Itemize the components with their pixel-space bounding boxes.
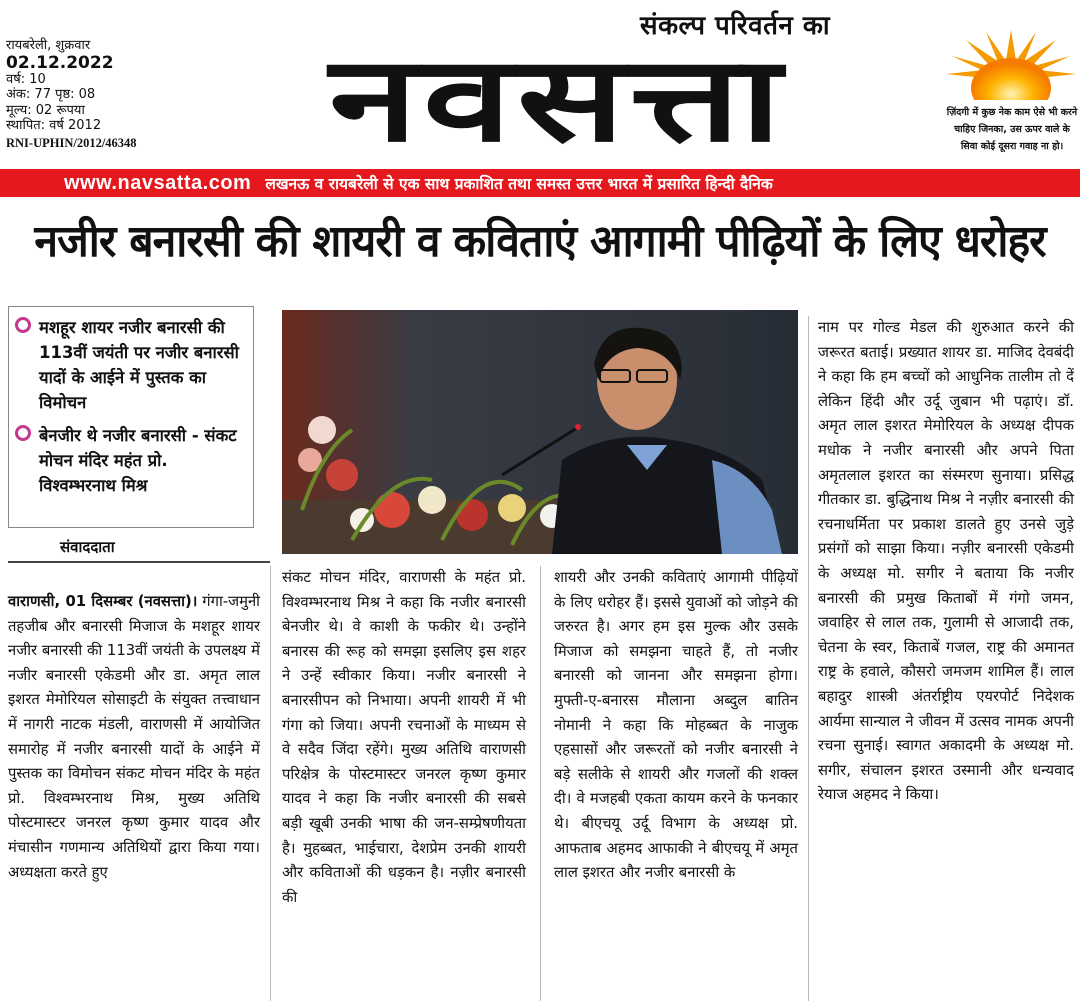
highlights-box: [8, 306, 254, 528]
article-column-1: [8, 590, 260, 885]
highlight-item: [15, 315, 247, 415]
place-day: रायबरेली, शुक्रवार: [6, 38, 91, 53]
edition-date: 02.12.2022: [6, 52, 114, 73]
article-column-2: संकट मोचन मंदिर, वाराणसी के महंत प्रो. विश्वम्भरनाथ मिश्र ने कहा कि नजीर बनारसी बेनजीर थे। वे काशी के फकीर थे। उन्होंने बनारस की रूह को समझा इसलिए इस शहर ने उन्हें स्वीकार किया। नजीर बनारसी ने बनारसीपन को निभाया। अपनी शायरी में भी गंगा को जिया। अपनी रचनाओं के माध्यम से वे सदैव जिंदा रहेंगे। मुख्य अतिथि वाराणसी परिक्षेत्र के पोस्टमास्टर जनरल कृष्ण कुमार यादव ने कहा कि नजीर बनारसी की सबसे बड़ी खूबी उनकी भाषा की जन-सम्प्रेषणीयता है। मुहब्बत, भाईचारा, देशप्रेम उनकी शायरी और कविताओं की धड़कन है। नज़ीर बनारसी की: [282, 569, 526, 906]
circle-bullet-icon: [15, 425, 31, 441]
dateline: वाराणसी, 01 दिसम्बर (नवसत्ता)।: [8, 593, 198, 610]
article-headline: नजीर बनारसी की शायरी व कविताएं आगामी पीढ़ियों के लिए धरोहर: [34, 216, 1046, 267]
highlight-text: मशहूर शायर नजीर बनारसी की 113वीं जयंती पर नजीर बनारसी यादों के आईने में पुस्तक का विमोचन: [39, 318, 239, 412]
rni-number: RNI-UPHIN/2012/46348: [6, 135, 137, 150]
newspaper-title: नवसत्ता: [329, 40, 787, 166]
article-column-3: शायरी और उनकी कविताएं आगामी पीढ़ियों के लिए धरोहर हैं। इससे युवाओं को जोड़ने की जरुरत है। अगर हम इस मुल्क और उसके मिजाज को समझना चाहते हैं, तो नजीर बनारसी को जानना और समझना होगा। मुफ्ती-ए-बनारस मौलाना अब्दुल बातिन नोमानी ने कहा कि मोहब्बत के नाजुक एहसासों और जरूरतों को नजीर बनारसी ने बड़े सलीके से शायरी और गजलों की शक्ल दी। वे मजहबी एकता कायम करने के फनकार थे। बीएचयू उर्दू विभाग के अध्यक्ष प्रो. आफताब अहमद आफाकी ने बीएचयू में अमृत लाल इशरत और नजीर बनारसी के: [554, 569, 798, 882]
price: मूल्य: 02 रूपया: [6, 102, 85, 118]
masthead-quote: ज़िंदगी में कुछ नेक काम ऐसे भी करने चाहिए जिनका, उस ऊपर वाले के सिवा कोई दूसरा गवाह ना हो।: [946, 107, 1078, 152]
byline-rule: [8, 561, 270, 563]
article-photo: [282, 310, 798, 554]
established: स्थापित: वर्ष 2012: [6, 118, 102, 133]
edition-year: वर्ष: 10: [6, 71, 46, 87]
column-divider: [540, 566, 541, 1001]
highlight-text: बेनजीर थे नजीर बनारसी - संकट मोचन मंदिर महंत प्रो. विश्वम्भरनाथ मिश्र: [39, 426, 237, 495]
article-text: गंगा-जमुनी तहजीब और बनारसी मिजाज के मशहूर शायर नजीर बनारसी की 113वीं जयंती के उपलक्ष्य में नजीर बनारसी एकेडमी और डा. अमृत लाल इशरत मेमोरियल सोसाइटी के संयुक्त तत्त्वाधान में नागरी नाटक मंडली, वाराणसी में आयोजित समारोह में नजीर बनारसी यादों के आईने में पुस्तक का विमोचन संकट मोचन मंदिर के महंत प्रो. विश्वम्भरनाथ मिश्र, मुख्य अतिथि पोस्टमास्टर जनरल कृष्ण कुमार यादव और मंचासीन गणमान्य अतिथियों द्वारा किया गया। अध्यक्षता करते हुए: [8, 593, 260, 881]
strip-description: लखनऊ व रायबरेली से एक साथ प्रकाशित तथा समस्त उत्तर भारत में प्रसारित हिन्दी दैनिक: [265, 175, 773, 193]
byline: संवाददाता: [60, 538, 115, 556]
masthead-tagline: संकल्प परिवर्तन का: [640, 11, 831, 41]
column-divider: [270, 566, 271, 1001]
issue-pages: अंक: 77 पृष्ठ: 08: [6, 87, 96, 102]
masthead-strip: [0, 169, 1080, 197]
website-link[interactable]: www.navsatta.com: [64, 171, 252, 194]
sun-logo-icon: [946, 30, 1076, 106]
column-divider: [808, 316, 809, 1001]
highlight-item: [15, 423, 247, 498]
circle-bullet-icon: [15, 317, 31, 333]
article-column-4: नाम पर गोल्ड मेडल की शुरुआत करने की जरूरत बताई। प्रख्यात शायर डा. माजिद देवबंदी ने कहा कि हम बच्चों को आधुनिक तालीम तो दें लेकिन हिंदी और उर्दू जुबान भी पढ़ाएं। डॉ. अमृत लाल इशरत मेमोरियल के अध्यक्ष दीपक मधोक ने नजीर बनारसी और अपने पिता अमृतलाल इशरत का संस्मरण सुनाया। प्रसिद्ध गीतकार डा. बुद्धिनाथ मिश्र ने नज़ीर बनारसी की रचनाधर्मिता पर प्रकाश डालते हुए उनसे जुड़े प्रसंगों को साझा किया। नज़ीर बनारसी एकेडमी के अध्यक्ष मो. सगीर ने बताया कि नजीर बनारसी की प्रमुख किताबों में गंगो जमन, जवाहिर से लाल तक, गुलामी से आजादी तक, चेतना के स्वर, किताबें गजल, राष्ट्र की अमानत राष्ट्र के हवाले, कौसरो जमजम शामिल हैं। लाल बहादुर शास्त्री अंतर्राष्ट्रीय एयरपोर्ट निदेशक आर्यमा सान्याल ने जीवन में उत्सव नामक अपनी रचना सुनाई। स्वागत अकादमी के अध्यक्ष मो. सगीर, संचालन इशरत उस्मानी और धन्यवाद रेयाज अहमद ने किया।: [818, 319, 1074, 804]
